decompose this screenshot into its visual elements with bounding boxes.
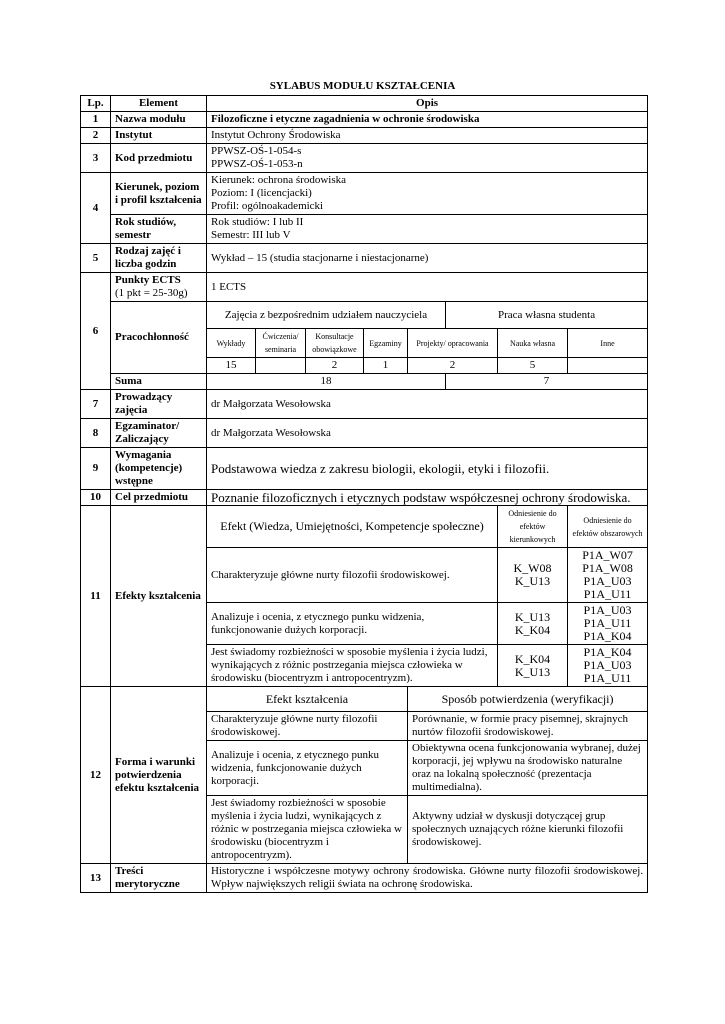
row-workload-groups bbox=[81, 302, 648, 329]
row-class-type bbox=[81, 244, 648, 273]
code: P1A_K04 bbox=[583, 629, 632, 643]
page-title: SYLABUS MODUŁU KSZTAŁCENIA bbox=[269, 80, 456, 92]
examiner-value: dr Małgorzata Wesołowska bbox=[207, 419, 648, 448]
verification-method: Obiektywna ocena funkcjonowania wybranej, dużej korporacji, jej wpływu na środowisko naturalne oraz na lokalną społeczność (prezentacja multimedialna). bbox=[408, 741, 648, 796]
lp-cell: 4 bbox=[81, 173, 111, 244]
row-ects bbox=[81, 273, 648, 302]
element-cell: Treści merytoryczne bbox=[111, 864, 207, 893]
element-cell: Efekty kształcenia bbox=[111, 506, 207, 687]
element-cell: Wymagania (kompetencje) wstępne bbox=[111, 448, 207, 490]
lp-cell: 8 bbox=[81, 419, 111, 448]
code: P1A_U11 bbox=[583, 671, 632, 685]
code: P1A_U03 bbox=[583, 658, 632, 672]
outcome-area-header: Odniesienie do efektów obszarowych bbox=[568, 506, 648, 548]
code: P1A_U03 bbox=[583, 603, 632, 617]
outcome-text: Charakteryzuje główne nurty filozofii środowiskowej. bbox=[207, 548, 498, 603]
col-konsultacje: Konsultacje obowiązkowe bbox=[306, 329, 364, 358]
element-cell: Kod przedmiotu bbox=[111, 144, 207, 173]
outcome-field-header: Odniesienie do efektów kierunkowych bbox=[498, 506, 568, 548]
outcome-text: Analizuje i ocenia, z etycznego punku widzenia, funkcjonowanie dużych korporacji. bbox=[207, 603, 498, 645]
outcome-area-codes bbox=[568, 548, 648, 603]
semester-line: Semestr: III lub V bbox=[211, 229, 291, 241]
goal-value: Poznanie filozoficznych i etycznych podstaw współczesnej ochrony środowiska. bbox=[207, 490, 648, 506]
lp-cell: 9 bbox=[81, 448, 111, 490]
outcome-text: Jest świadomy rozbieżności w sposobie myślenia i życia ludzi, wynikających z różnic postrzegania miejsca człowieka w środowisku (biocentryzm i antropocentryzm). bbox=[207, 645, 498, 687]
lp-cell: 1 bbox=[81, 112, 111, 128]
row-module-name bbox=[81, 112, 648, 128]
verification-effect: Jest świadomy rozbieżności w sposobie myślenia i życia ludzi, wynikających z różnic w postrzegania miejsca człowieka w środowisku (biocentryzm i antropocentryzm). bbox=[207, 796, 408, 864]
field-values bbox=[207, 173, 648, 215]
outcome-area-codes bbox=[568, 603, 648, 645]
row-outcomes-header bbox=[81, 506, 648, 548]
val-projekty: 2 bbox=[408, 358, 498, 374]
verification-effect: Charakteryzuje główne nurty filozofii środowiskowej. bbox=[207, 712, 408, 741]
lp-cell: 10 bbox=[81, 490, 111, 506]
element-cell: Nazwa modułu bbox=[111, 112, 207, 128]
header-element: Element bbox=[111, 96, 207, 112]
row-workload-sum bbox=[81, 374, 648, 390]
self-study-header: Praca własna studenta bbox=[446, 302, 648, 329]
institute-value: Instytut Ochrony Środowiska bbox=[207, 128, 648, 144]
year-line: Rok studiów: I lub II bbox=[211, 216, 304, 228]
syllabus-table bbox=[80, 95, 648, 893]
outcome-header: Efekt (Wiedza, Umiejętności, Kompetencje społeczne) bbox=[207, 506, 498, 548]
lp-cell: 7 bbox=[81, 390, 111, 419]
element-cell: Forma i warunki potwierdzenia efektu kształcenia bbox=[111, 687, 207, 864]
verification-method: Aktywny udział w dyskusji dotyczącej grup społecznych uznających różne kierunki filozofii środowiskowej. bbox=[408, 796, 648, 864]
code-values bbox=[207, 144, 648, 173]
row-year-semester bbox=[81, 215, 648, 244]
sum-contact: 18 bbox=[207, 374, 446, 390]
header-opis: Opis bbox=[207, 96, 648, 112]
lp-cell: 3 bbox=[81, 144, 111, 173]
lp-cell: 13 bbox=[81, 864, 111, 893]
ects-sub: (1 pkt = 25-30g) bbox=[115, 287, 188, 299]
field-line: Profil: ogólnoakademicki bbox=[211, 200, 324, 212]
val-konsultacje: 2 bbox=[306, 358, 364, 374]
verification-method: Porównanie, w formie pracy pisemnej, skrajnych nurtów filozofii środowiskowej. bbox=[408, 712, 648, 741]
val-inne bbox=[568, 358, 648, 374]
row-lecturer bbox=[81, 390, 648, 419]
col-egzaminy: Egzaminy bbox=[364, 329, 408, 358]
row-goal bbox=[81, 490, 648, 506]
code: K_W08 bbox=[513, 561, 552, 575]
ects-label: Punkty ECTS bbox=[115, 274, 181, 286]
module-name: Filozoficzne i etyczne zagadnienia w ochronie środowiska bbox=[207, 112, 648, 128]
col-inne: Inne bbox=[568, 329, 648, 358]
element-cell: Prowadzący zajęcia bbox=[111, 390, 207, 419]
class-type-value: Wykład – 15 (studia stacjonarne i niestacjonarne) bbox=[207, 244, 648, 273]
code: P1A_K04 bbox=[583, 645, 632, 659]
val-egzaminy: 1 bbox=[364, 358, 408, 374]
year-semester-values bbox=[207, 215, 648, 244]
code: P1A_U11 bbox=[583, 587, 632, 601]
element-cell: Kierunek, poziom i profil kształcenia bbox=[111, 173, 207, 215]
code: K_K04 bbox=[514, 622, 551, 637]
code: K_U13 bbox=[514, 664, 551, 679]
val-nauka: 5 bbox=[498, 358, 568, 374]
workload-label: Pracochłonność bbox=[111, 302, 207, 374]
code-line: PPWSZ-OŚ-1-054-s bbox=[211, 145, 302, 157]
code: K_U13 bbox=[514, 609, 551, 624]
row-field bbox=[81, 173, 648, 215]
outcome-field-codes bbox=[498, 645, 568, 687]
code: P1A_W08 bbox=[582, 561, 633, 575]
code: K_K04 bbox=[514, 651, 551, 666]
row-code bbox=[81, 144, 648, 173]
element-cell: Instytut bbox=[111, 128, 207, 144]
outcome-area-codes bbox=[568, 645, 648, 687]
outcome-field-codes bbox=[498, 548, 568, 603]
code: P1A_U03 bbox=[583, 574, 632, 588]
ects-label-cell bbox=[111, 273, 207, 302]
lp-cell: 11 bbox=[81, 506, 111, 687]
lp-cell: 2 bbox=[81, 128, 111, 144]
code: K_U13 bbox=[514, 574, 551, 588]
verification-method-header: Sposób potwierdzenia (weryfikacji) bbox=[408, 687, 648, 712]
row-requirements bbox=[81, 448, 648, 490]
field-line: Kierunek: ochrona środowiska bbox=[211, 174, 347, 186]
col-wyklady: Wykłady bbox=[207, 329, 256, 358]
row-institute bbox=[81, 128, 648, 144]
verification-effect: Analizuje i ocenia, z etycznego punku widzenia, funkcjonowanie dużych korporacji. bbox=[207, 741, 408, 796]
sum-label: Suma bbox=[111, 374, 207, 390]
col-projekty: Projekty/ opracowania bbox=[408, 329, 498, 358]
val-wyklady: 15 bbox=[207, 358, 256, 374]
contact-hours-header: Zajęcia z bezpośrednim udziałem nauczyciela bbox=[207, 302, 446, 329]
header-lp: Lp. bbox=[81, 96, 111, 112]
code-line: PPWSZ-OŚ-1-053-n bbox=[211, 158, 303, 170]
lp-cell: 6 bbox=[81, 273, 111, 390]
requirements-value: Podstawowa wiedza z zakresu biologii, ekologii, etyki i filozofii. bbox=[207, 448, 648, 490]
lecturer-value: dr Małgorzata Wesołowska bbox=[207, 390, 648, 419]
lp-cell: 12 bbox=[81, 687, 111, 864]
element-cell: Rodzaj zajęć i liczba godzin bbox=[111, 244, 207, 273]
ects-value: 1 ECTS bbox=[207, 273, 648, 302]
table-header-row bbox=[81, 96, 648, 112]
content-value: Historyczne i współczesne motywy ochrony środowiska. Główne nurty filozofii środowiskowej. Wpływ największych religii świata na ochronę środowiska. bbox=[207, 864, 648, 893]
col-nauka: Nauka własna bbox=[498, 329, 568, 358]
row-examiner bbox=[81, 419, 648, 448]
val-cwiczenia bbox=[256, 358, 306, 374]
row-content bbox=[81, 864, 648, 893]
col-cwiczenia: Ćwiczenia/ seminaria bbox=[256, 329, 306, 358]
field-line: Poziom: I (licencjacki) bbox=[211, 187, 312, 199]
verification-effect-header: Efekt kształcenia bbox=[207, 687, 408, 712]
code: P1A_W07 bbox=[582, 548, 633, 562]
outcome-field-codes bbox=[498, 603, 568, 645]
sum-self: 7 bbox=[446, 374, 648, 390]
element-cell: Rok studiów, semestr bbox=[111, 215, 207, 244]
element-cell: Egzaminator/ Zaliczający bbox=[111, 419, 207, 448]
lp-cell: 5 bbox=[81, 244, 111, 273]
element-cell: Cel przedmiotu bbox=[111, 490, 207, 506]
row-verification-header bbox=[81, 687, 648, 712]
code: P1A_U11 bbox=[583, 616, 632, 630]
